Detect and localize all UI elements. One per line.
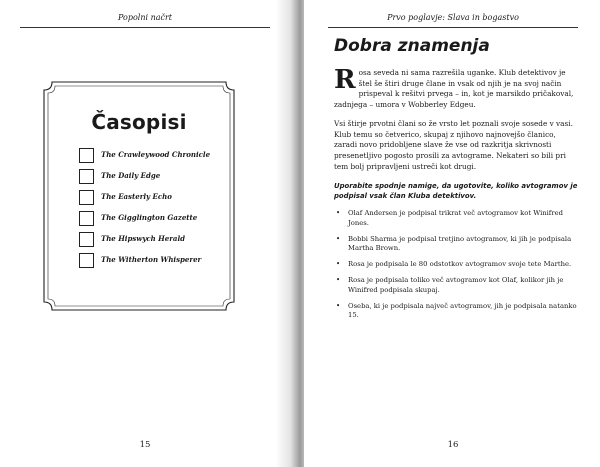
checkbox[interactable] xyxy=(79,232,94,247)
bullet-icon: • xyxy=(336,208,341,217)
checklist-label: The Crawleywood Chronicle xyxy=(101,150,211,159)
bullet-icon: • xyxy=(336,275,341,284)
drop-cap: R xyxy=(334,65,356,95)
checklist-item xyxy=(79,190,239,211)
clue-list xyxy=(334,209,578,321)
bullet-icon: • xyxy=(336,301,341,310)
section-title: Dobra znamenja xyxy=(334,36,490,56)
puzzle-instruction: Uporabite spodnje namige, da ugotovite, koliko avtogramov je podpisal vsak član Kluba detektivov. xyxy=(334,182,578,201)
clue-text: Olaf Andersen je podpisal trikrat več avtogramov kot Winifred Jones. xyxy=(348,208,563,227)
clue-text: Oseba, ki je podpisala največ avtogramov, jih je podpisala natanko 15. xyxy=(348,301,577,320)
clue-text: Bobbi Sharma je podpisal tretjino avtogramov, ki jih je podpisala Martha Brown. xyxy=(348,234,572,253)
right-page xyxy=(304,0,600,467)
clue-item xyxy=(334,302,578,322)
checklist-item xyxy=(79,169,239,190)
clue-item xyxy=(334,260,578,270)
clue-text: Rosa je podpisala le 80 odstotkov avtogramov svoje tete Marthe. xyxy=(348,260,572,269)
second-paragraph: Vsi štirje prvotni člani so že vrsto let poznali svoje sosede v vasi. Klub temu so četverico, skupaj z njihovo najnovejšo članico, zaradi novo pridobljene slave že vse od razkritja skrivnosti presenetljivo pogosto prosili za avtograme. Nekateri so bili pri tem bolj pripravljeni ustreči kot drugi. xyxy=(334,118,573,171)
checklist-item xyxy=(79,232,239,253)
clue-text: Rosa je podpisala toliko več avtogramov kot Olaf, kolikor jih je Winifred podpisala skupaj. xyxy=(348,275,564,294)
checkbox[interactable] xyxy=(79,169,94,184)
frame-title: Časopisi xyxy=(91,110,187,134)
checklist-label: The Witherton Whisperer xyxy=(101,255,202,264)
left-page xyxy=(0,0,296,467)
newspaper-frame xyxy=(42,80,236,312)
checklist-item xyxy=(79,211,239,232)
checklist-item xyxy=(79,253,239,274)
checklist-item xyxy=(79,148,239,169)
right-page-content xyxy=(334,36,578,327)
checklist-label: The Easterly Echo xyxy=(101,192,172,201)
clue-item xyxy=(334,235,578,255)
checklist-label: The Hipswych Herald xyxy=(101,234,186,243)
right-running-header: Prvo poglavje: Slava in bogastvo xyxy=(328,13,578,28)
checkbox[interactable] xyxy=(79,148,94,163)
bullet-icon: • xyxy=(336,234,341,243)
intro-paragraph xyxy=(334,65,578,111)
clue-item xyxy=(334,209,578,229)
newspaper-checklist xyxy=(79,148,239,274)
checkbox[interactable] xyxy=(79,211,94,226)
checkbox[interactable] xyxy=(79,253,94,268)
checklist-label: The Gigglington Gazette xyxy=(101,213,198,222)
clue-item xyxy=(334,276,578,296)
intro-paragraph-text: osa seveda ni sama razrešila uganke. Klub detektivov je štel še štiri druge člane in vsak od njih je na svoj način prispeval k rešitvi prvega – in, kot je marsikdo pričakoval, zadnjega – umora v Wobberley Edgeu. xyxy=(334,68,574,110)
checkbox[interactable] xyxy=(79,190,94,205)
checklist-label: The Daily Edge xyxy=(101,171,161,180)
left-running-header: Popolni načrt xyxy=(20,13,270,28)
bullet-icon: • xyxy=(336,260,341,269)
right-page-number: 16 xyxy=(447,440,459,450)
left-page-number: 15 xyxy=(139,440,151,450)
